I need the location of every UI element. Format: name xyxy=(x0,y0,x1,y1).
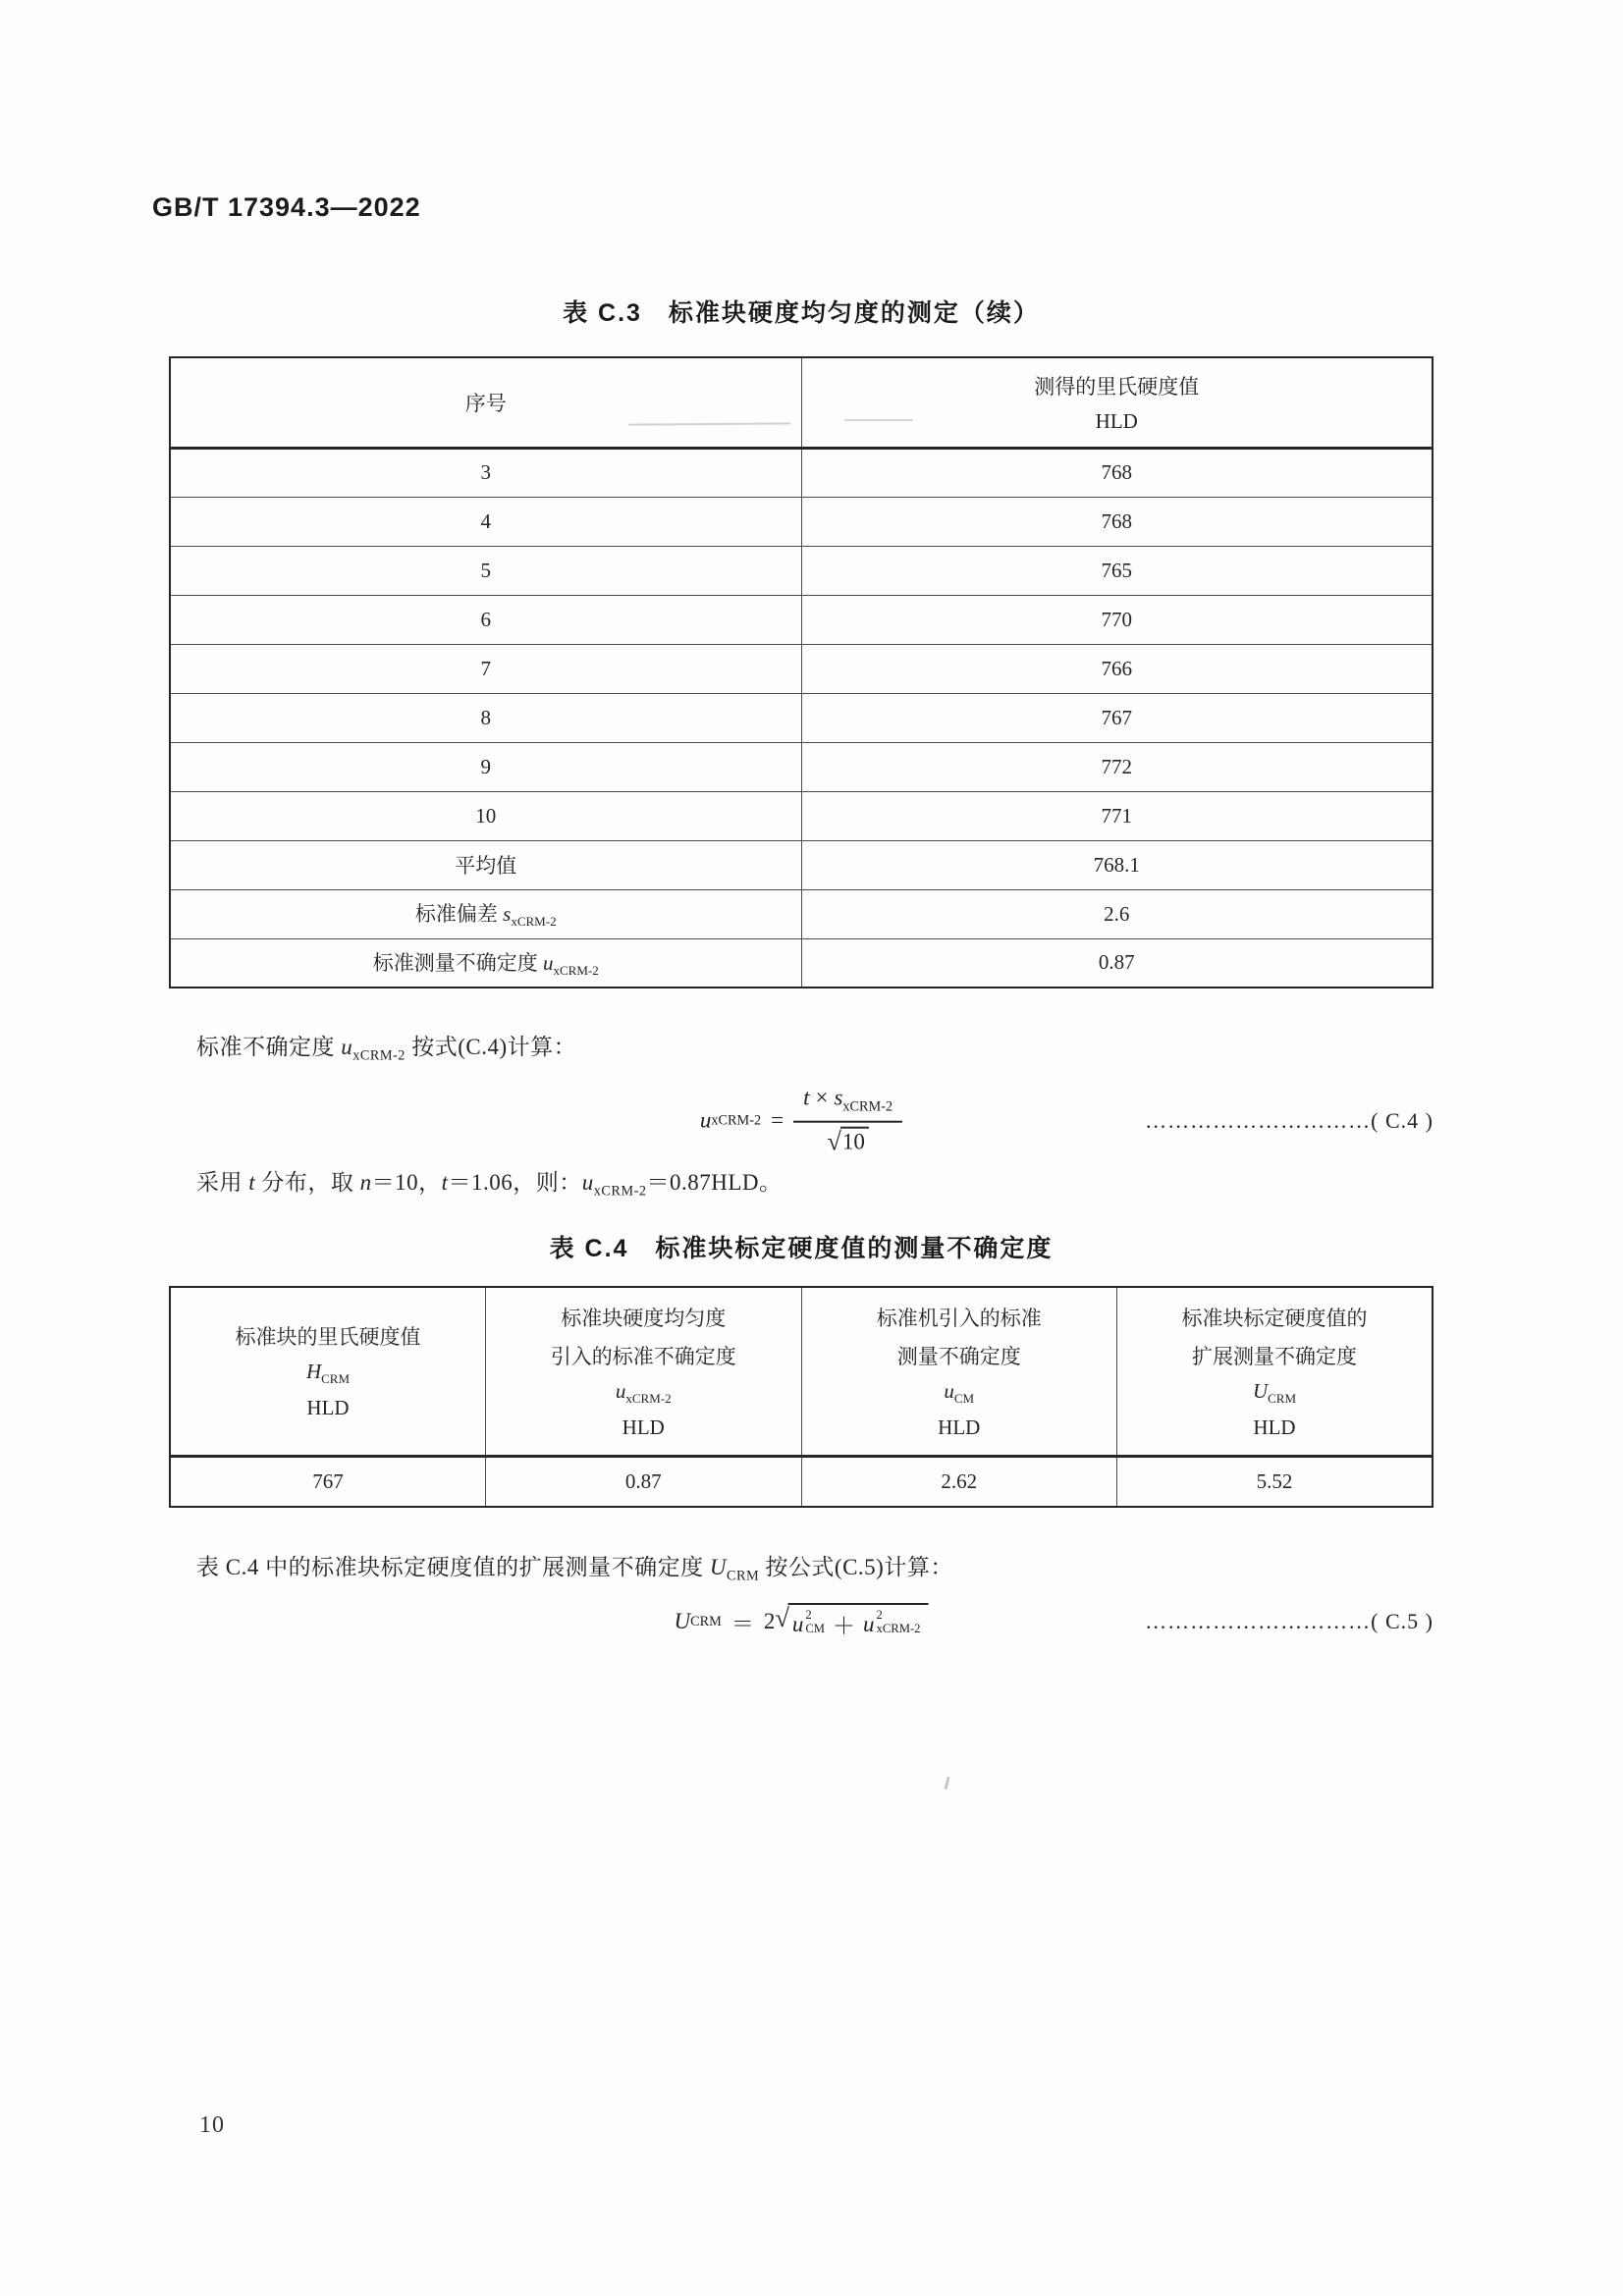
row-label: 7 xyxy=(170,644,801,693)
row-value: 767 xyxy=(170,1456,486,1507)
row-label: 4 xyxy=(170,497,801,546)
formula-c5: U CRM ＝ 2 √ u 2 CM ＋ u 2 xCRM-2 …………………………( C.5 ) xyxy=(674,1603,1434,1638)
table-c3-col2-header-line1: 测得的里氏硬度值 xyxy=(1034,374,1200,399)
paragraph-c4-intro: 标准不确定度 $u_{xCRM-2}$ 按式(C.4)计算： xyxy=(196,1035,577,1064)
row-value: 767 xyxy=(801,693,1433,742)
table-c3 xyxy=(169,356,1434,988)
table-row xyxy=(170,644,1433,693)
equation-reference: …………………………( C.5 ) xyxy=(1145,1609,1434,1633)
row-value: 768 xyxy=(801,497,1433,546)
row-value: 771 xyxy=(801,791,1433,840)
table-c4-col3-header: 标准机引入的标准 测量不确定度 $u_{CM}$ HLD xyxy=(801,1287,1117,1456)
row-value: 768.1 xyxy=(801,840,1433,889)
page-number: 10 xyxy=(199,2112,225,2138)
row-label: 5 xyxy=(170,546,801,595)
row-value: 0.87 xyxy=(486,1456,802,1507)
row-label: 标准测量不确定度 $u_{xCRM-2}$ xyxy=(170,938,801,988)
table-row xyxy=(170,448,1433,497)
table-row xyxy=(170,938,1433,988)
table-row xyxy=(170,595,1433,644)
table-c3-header-row xyxy=(170,357,1433,448)
table-c4-col4-header: 标准块标定硬度值的 扩展测量不确定度 $U_{CRM}$ HLD xyxy=(1117,1287,1434,1456)
table-c4-header-row xyxy=(170,1287,1433,1456)
row-value: 2.62 xyxy=(801,1456,1117,1507)
table-c3-col1-header: 序号 xyxy=(170,357,801,448)
fraction: $t \times s_{xCRM-2}$ √ 10 xyxy=(793,1086,902,1157)
row-value: 765 xyxy=(801,546,1433,595)
row-value: 768 xyxy=(801,448,1433,497)
table-row xyxy=(170,840,1433,889)
formula-c4: u xCRM-2 = $t \times s_{xCRM-2}$ √ 10 …………………………( C.4 ) xyxy=(699,1085,1434,1156)
row-label: 3 xyxy=(170,448,801,497)
row-label: 8 xyxy=(170,693,801,742)
table-c4-col1-header: 标准块的里氏硬度值 $H_{CRM}$ HLD xyxy=(170,1287,486,1456)
equation-reference: …………………………( C.4 ) xyxy=(1145,1108,1434,1133)
row-label: 6 xyxy=(170,595,801,644)
table-c3-col2-header-line2: HLD xyxy=(1095,408,1138,433)
row-label: 标准偏差 $s_{xCRM-2}$ xyxy=(170,889,801,938)
row-value: 2.6 xyxy=(801,889,1433,938)
row-value: 770 xyxy=(801,595,1433,644)
table-row xyxy=(170,742,1433,791)
table-c4 xyxy=(169,1286,1434,1508)
paragraph-c5-intro: 表 C.4 中的标准块标定硬度值的扩展测量不确定度 $U_{CRM}$ 按公式(C.5)计算： xyxy=(196,1555,953,1584)
row-label: 10 xyxy=(170,791,801,840)
table-row xyxy=(170,1456,1433,1507)
row-label: 平均值 xyxy=(170,840,801,889)
table-c3-col2-header xyxy=(801,357,1433,448)
table-row xyxy=(170,497,1433,546)
row-value: 0.87 xyxy=(801,938,1433,988)
radical: √ u 2 CM ＋ u 2 xCRM-2 xyxy=(775,1603,928,1640)
row-value: 766 xyxy=(801,644,1433,693)
scan-speckle xyxy=(944,1777,949,1789)
row-value: 5.52 xyxy=(1117,1456,1434,1507)
row-label: 9 xyxy=(170,742,801,791)
paragraph-distribution: 采用 t 分布，取 n＝10，t＝1.06，则：$u_{xCRM-2}=0.87HLD$。 xyxy=(196,1170,783,1200)
table-c3-title: 表 C.3 标准块硬度均匀度的测定（续） xyxy=(563,299,1040,327)
row-value: 772 xyxy=(801,742,1433,791)
table-row xyxy=(170,791,1433,840)
table-row xyxy=(170,889,1433,938)
standard-number-header: GB/T 17394.3—2022 xyxy=(152,192,421,222)
table-c4-col2-header: 标准块硬度均匀度 引入的标准不确定度 $u_{xCRM-2}$ HLD xyxy=(486,1287,802,1456)
table-row xyxy=(170,546,1433,595)
table-row xyxy=(170,693,1433,742)
table-c4-title: 表 C.4 标准块标定硬度值的测量不确定度 xyxy=(549,1235,1054,1262)
